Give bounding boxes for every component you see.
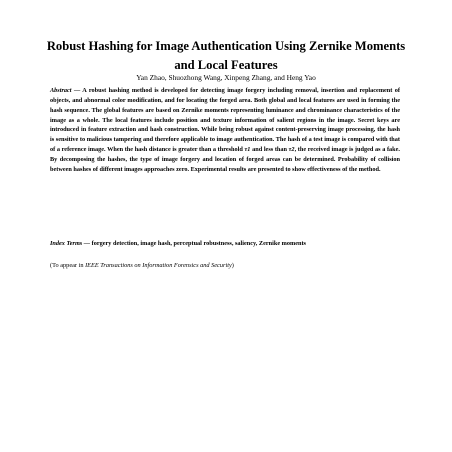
publication-note-prefix: (To appear in — [50, 262, 86, 269]
abstract-text-part-3: , the received image is judged as a fake. By decomposing the hashes, the type of image forgery and location of forged areas can be determined. Probability of collision between hashes of different images approaches zero. Experimental results are presented to show effectiveness of the method. — [50, 146, 400, 173]
publication-note-suffix: ) — [231, 262, 234, 269]
index-terms — [50, 239, 400, 249]
paper-title: Robust Hashing for Image Authentication Using Zernike Moments and Local Features — [46, 39, 406, 72]
abstract-paragraph — [50, 86, 400, 175]
threshold-tau2: τ2 — [288, 146, 295, 154]
abstract-label: Abstract — — [50, 87, 81, 94]
index-terms-text: forgery detection, image hash, perceptual robustness, saliency, Zernike moments — [90, 240, 306, 247]
index-terms-label: Index Terms — — [50, 240, 91, 247]
abstract-text-part-2: and less than — [250, 146, 289, 154]
publication-note — [50, 261, 400, 271]
author-list: Yan Zhao, Shuozhong Wang, Xinpeng Zhang, and Heng Yao — [136, 73, 316, 82]
journal-name: IEEE Transactions on Information Forensics and Security — [85, 262, 232, 269]
threshold-tau1: τ1 — [244, 146, 251, 154]
abstract-text-part-1: A robust hashing method is developed for detecting image forgery including removal, insertion and replacement of objects, and abnormal color modification, and for locating the forged area. Both global and local features are used in forming the hash sequence. The global features are based on Zernike moments representing luminance and chrominance characteristics of the image as a whole. The local features include position and texture information of salient regions in the image. Secret keys are introduced in feature extraction and hash construction. While being robust against content-preserving image processing, the hash is sensitive to malicious tampering and therefore applicable to image authentication. The hash of a test image is compared with that of a reference image. When the hash distance is greater than a threshold — [50, 87, 400, 154]
